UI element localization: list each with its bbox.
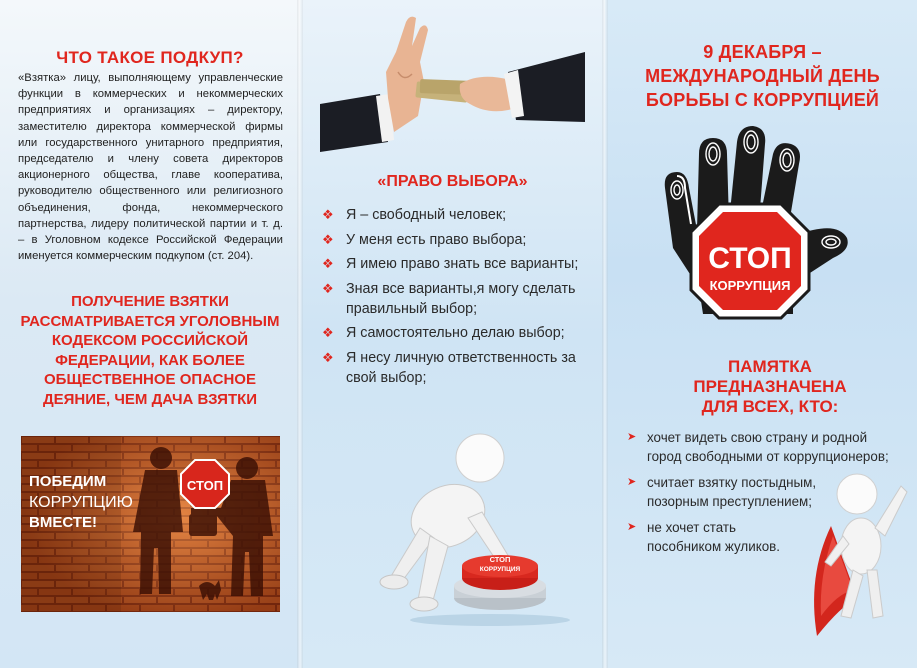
fold-line <box>602 0 608 668</box>
list-item: ❖ Я – свободный человек; <box>322 207 507 223</box>
poster-line-2: КОРРУПЦИЮ <box>29 494 133 511</box>
triangle-bullet-icon: ➤ <box>627 521 637 533</box>
button-stop-text: СТОП <box>489 555 511 564</box>
poster-stop-text: СТОП <box>186 478 224 493</box>
diamond-bullet-icon: ❖ <box>322 280 334 296</box>
diamond-bullet-icon: ❖ <box>322 207 334 222</box>
diamond-bullet-icon: ❖ <box>322 349 334 365</box>
brick-wall-illustration <box>21 436 280 612</box>
diamond-bullet-icon: ❖ <box>322 325 334 340</box>
list-item: ➤ не хочет стать пособником жуликов. <box>627 520 781 554</box>
poster-defeat-corruption <box>21 436 280 612</box>
list-item: ❖ Зная все варианты,я могу сделать правильный выбор; <box>322 280 576 317</box>
list-item: ❖ Я имею право знать все варианты; <box>322 256 579 272</box>
heading-right-of-choice: «ПРАВО ВЫБОРА» <box>377 173 528 190</box>
poster-line-3: ВМЕСТЕ! <box>29 514 97 531</box>
bribery-definition-text: «Взятка» лицу, выполняющему управленческие функции в коммерческих и некоммерческих предприятиях и организациях – директору, заместителю директора коммерческой фирмы или государственного унитарного предприятия, председателю и члену совета директоров акционерного общества, главе кооператива, руководителю общественного или религиозного объединения, фонда, некоммерческого партнерства, лидеру политической партии и т. д. – в Уголовном кодексе Российской Федерации именуется коммерческим подкупом (ст. 204). <box>18 72 283 263</box>
bribery-statement: ПОЛУЧЕНИЕ ВЗЯТКИ РАССМАТРИВАЕТСЯ УГОЛОВНЫМ КОДЕКСОМ РОССИЙСКОЙ ФЕДЕРАЦИИ, КАК БОЛЕЕ ОБЩЕСТВЕННОЕ ОПАСНОЕ ДЕЯНИЕ, ЧЕМ ДАЧА ВЗЯТКИ <box>20 293 280 408</box>
list-item: ➤ хочет видеть свою страну и родной город свободными от коррупционеров; <box>627 430 889 464</box>
heading-what-is-bribery: ЧТО ТАКОЕ ПОДКУП? <box>56 48 244 67</box>
memo-heading: ПАМЯТКА ПРЕДНАЗНАЧЕНА ДЛЯ ВСЕХ, КТО: <box>693 357 847 416</box>
triangle-bullet-icon: ➤ <box>627 476 637 488</box>
panel-anti-corruption-day <box>605 0 917 668</box>
poster-line-1: ПОБЕДИМ <box>29 473 107 490</box>
sign-stop-text: СТОП <box>708 242 792 275</box>
refuse-bribe-hands-illustration <box>320 12 585 157</box>
fold-line <box>297 0 303 668</box>
heading-anti-corruption-day: 9 ДЕКАБРЯ – МЕЖДУНАРОДНЫЙ ДЕНЬ БОРЬБЫ С КОРРУПЦИЕЙ <box>645 42 880 110</box>
list-item: ❖ Я самостоятельно делаю выбор; <box>322 325 565 341</box>
list-item: ❖ У меня есть право выбора; <box>322 231 527 248</box>
triangle-bullet-icon: ➤ <box>627 431 637 443</box>
list-item: ❖ Я несу личную ответственность за свой выбор; <box>322 349 576 386</box>
panel-what-is-bribery <box>0 0 300 668</box>
stop-hand-sign-illustration <box>643 118 883 338</box>
superhero-figure-illustration <box>801 466 911 642</box>
button-corruption-text: КОРРУПЦИЯ <box>479 566 521 573</box>
right-of-choice-list <box>320 205 595 392</box>
diamond-bullet-icon: ❖ <box>322 231 334 247</box>
sign-corruption-text: КОРРУПЦИЯ <box>709 278 791 293</box>
figure-pressing-button-illustration <box>360 428 580 628</box>
panel-right-of-choice <box>300 0 605 668</box>
list-item: ➤ считает взятку постыдным, позорным преступлением; <box>627 475 817 509</box>
diamond-bullet-icon: ❖ <box>322 256 334 271</box>
